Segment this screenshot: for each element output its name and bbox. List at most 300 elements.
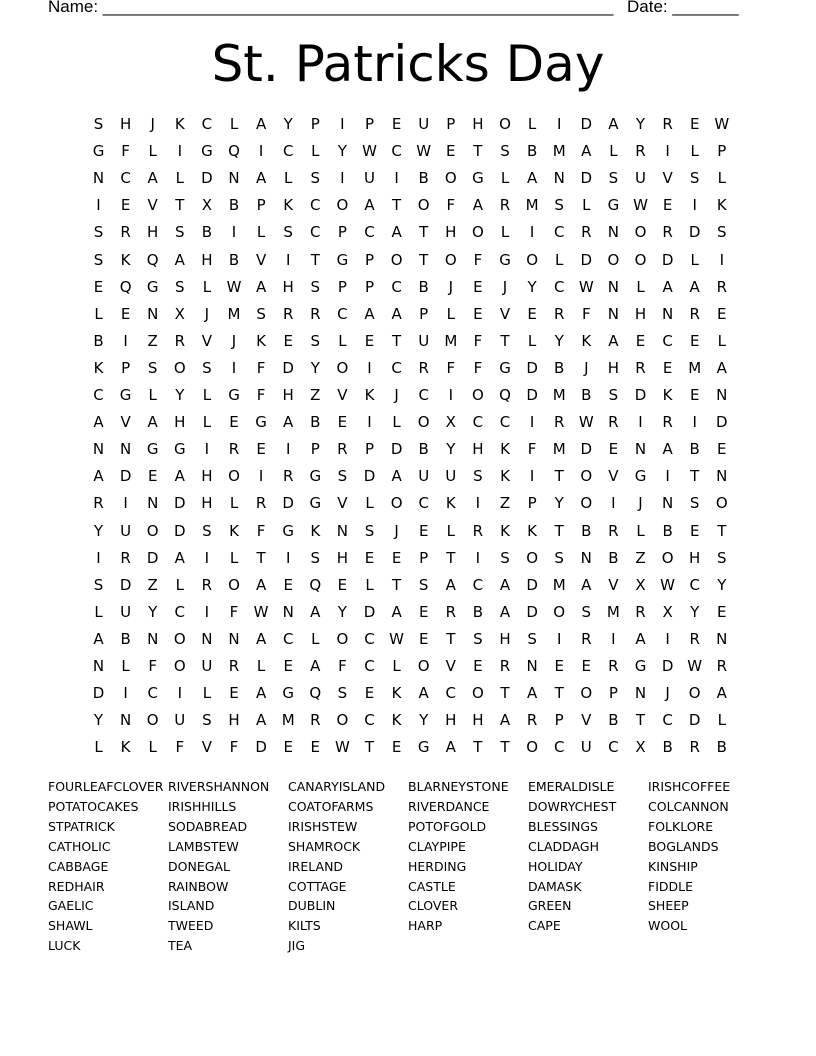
word-list-item: CLAYPIPE: [408, 838, 466, 854]
grid-letter: D: [661, 250, 674, 269]
grid-letter: D: [634, 386, 647, 404]
grid-letter: I: [285, 440, 291, 459]
grid-letter: L: [229, 494, 239, 513]
grid-letter: H: [201, 250, 213, 269]
grid-letter: K: [500, 467, 510, 486]
grid-letter: Y: [337, 142, 347, 161]
grid-letter: O: [471, 223, 484, 242]
grid-letter: V: [337, 494, 348, 513]
grid-row: [85, 656, 733, 683]
date-line: Date: _______: [627, 0, 739, 16]
grid-letter: S: [500, 548, 510, 567]
grid-letter: Y: [310, 358, 320, 377]
grid-letter: D: [282, 358, 294, 377]
grid-letter: E: [418, 629, 429, 648]
grid-letter: Y: [527, 277, 537, 296]
word-list-item: FIDDLE: [648, 878, 693, 894]
grid-letter: A: [174, 467, 185, 486]
grid-letter: D: [201, 169, 213, 188]
grid-letter: B: [418, 277, 429, 296]
word-list-item: COATOFARMS: [288, 798, 374, 814]
grid-letter: O: [526, 548, 538, 567]
grid-letter: L: [148, 142, 157, 161]
grid-letter: I: [231, 358, 237, 377]
grid-letter: H: [282, 386, 294, 404]
grid-letter: F: [256, 386, 266, 404]
grid-letter: B: [554, 358, 565, 377]
grid-letter: A: [499, 602, 511, 621]
grid-letter: A: [635, 629, 646, 648]
grid-letter: G: [282, 684, 294, 703]
grid-letter: E: [554, 657, 564, 675]
grid-letter: O: [336, 358, 349, 377]
grid-letter: N: [526, 657, 538, 675]
grid-letter: X: [174, 304, 185, 323]
grid-row: [85, 277, 733, 304]
grid-letter: A: [581, 575, 592, 594]
grid-letter: Q: [309, 684, 322, 703]
grid-letter: N: [336, 521, 348, 540]
grid-letter: O: [471, 684, 484, 703]
grid-letter: V: [662, 169, 673, 188]
grid-letter: G: [255, 413, 267, 432]
grid-letter: S: [554, 196, 564, 215]
grid-letter: T: [635, 711, 646, 730]
grid-letter: V: [201, 738, 213, 757]
grid-letter: A: [391, 223, 402, 242]
grid-letter: T: [500, 684, 510, 703]
grid-letter: C: [337, 304, 348, 323]
grid-letter: I: [611, 494, 616, 513]
grid-row: [85, 548, 733, 575]
grid-letter: G: [472, 169, 484, 188]
grid-letter: T: [554, 684, 564, 703]
grid-letter: L: [392, 413, 401, 432]
grid-letter: W: [253, 602, 269, 621]
grid-letter: A: [255, 711, 267, 730]
grid-letter: A: [581, 142, 592, 161]
grid-letter: C: [364, 223, 375, 242]
grid-letter: K: [120, 738, 131, 757]
grid-letter: P: [364, 115, 375, 133]
grid-letter: L: [500, 223, 510, 242]
grid-letter: H: [282, 277, 294, 296]
grid-letter: R: [581, 629, 592, 648]
grid-letter: O: [607, 250, 620, 269]
grid-letter: X: [445, 413, 456, 432]
grid-letter: Q: [309, 575, 322, 594]
grid-letter: W: [660, 575, 676, 594]
grid-letter: N: [553, 169, 565, 188]
word-list-item: LAMBSTEW: [168, 838, 239, 854]
word-list-item: JIG: [288, 938, 306, 954]
grid-letter: E: [283, 738, 293, 757]
grid-letter: R: [553, 413, 565, 432]
grid-letter: B: [716, 738, 727, 757]
grid-letter: R: [716, 657, 728, 675]
grid-letter: Y: [717, 575, 727, 594]
grid-letter: L: [94, 738, 103, 757]
grid-letter: E: [581, 657, 592, 675]
grid-letter: N: [92, 440, 105, 459]
grid-letter: C: [364, 657, 375, 675]
word-list-item: POTATOCAKES: [48, 798, 139, 814]
grid-letter: J: [584, 358, 589, 377]
grid-letter: W: [226, 277, 242, 296]
grid-letter: I: [529, 467, 535, 486]
grid-letter: D: [526, 575, 538, 594]
grid-letter: M: [688, 358, 702, 377]
grid-letter: P: [554, 711, 564, 730]
grid-letter: E: [689, 386, 700, 404]
grid-letter: L: [202, 386, 212, 404]
grid-letter: Z: [310, 386, 321, 404]
grid-letter: R: [689, 304, 700, 323]
grid-letter: W: [578, 413, 594, 432]
grid-letter: D: [174, 494, 186, 513]
grid-letter: S: [581, 602, 592, 621]
grid-letter: K: [93, 358, 104, 377]
grid-letter: I: [665, 142, 670, 161]
grid-letter: O: [390, 250, 403, 269]
grid-letter: R: [499, 657, 511, 675]
grid-letter: S: [202, 358, 212, 377]
grid-letter: D: [580, 440, 593, 459]
grid-letter: F: [229, 738, 239, 757]
grid-letter: L: [229, 548, 239, 567]
grid-letter: K: [364, 386, 375, 404]
grid-letter: F: [256, 358, 266, 377]
grid-letter: Y: [93, 521, 104, 540]
grid-letter: R: [662, 413, 673, 432]
grid-letter: A: [283, 413, 294, 432]
grid-letter: S: [527, 629, 537, 648]
grid-letter: L: [202, 413, 212, 432]
grid-letter: Y: [635, 115, 646, 133]
grid-letter: M: [281, 711, 295, 730]
grid-letter: I: [638, 413, 643, 432]
grid-letter: M: [606, 602, 620, 621]
grid-letter: E: [256, 440, 266, 459]
grid-letter: T: [500, 738, 510, 757]
grid-letter: E: [337, 413, 348, 432]
grid-letter: S: [283, 223, 293, 242]
grid-letter: I: [529, 413, 535, 432]
grid-letter: N: [607, 223, 619, 242]
grid-letter: O: [146, 521, 159, 540]
word-list-item: KILTS: [288, 918, 321, 934]
grid-letter: W: [578, 277, 594, 296]
grid-letter: L: [582, 196, 591, 215]
grid-letter: J: [394, 386, 399, 404]
grid-letter: I: [340, 115, 345, 133]
grid-letter: E: [310, 738, 321, 757]
grid-letter: B: [662, 738, 673, 757]
grid-letter: K: [391, 684, 402, 703]
grid-letter: L: [175, 169, 184, 188]
grid-letter: F: [175, 738, 185, 757]
grid-letter: B: [120, 629, 131, 648]
grid-letter: F: [473, 331, 483, 350]
grid-letter: U: [445, 467, 457, 486]
grid-letter: R: [608, 413, 619, 432]
grid-letter: A: [255, 684, 267, 703]
grid-letter: R: [445, 602, 457, 621]
grid-letter: V: [608, 467, 619, 486]
grid-letter: E: [689, 115, 700, 133]
grid-letter: G: [499, 250, 511, 269]
grid-letter: P: [364, 440, 375, 459]
grid-letter: A: [255, 169, 267, 188]
grid-letter: R: [120, 223, 131, 242]
grid-letter: I: [556, 115, 562, 133]
grid-letter: L: [148, 738, 157, 757]
grid-letter: E: [364, 548, 375, 567]
grid-letter: B: [581, 521, 592, 540]
grid-letter: G: [499, 358, 511, 377]
grid-letter: R: [201, 575, 213, 594]
grid-letter: M: [525, 196, 539, 215]
grid-letter: K: [283, 196, 294, 215]
grid-letter: O: [336, 711, 349, 730]
grid-letter: B: [310, 413, 321, 432]
grid-letter: R: [337, 440, 348, 459]
grid-letter: W: [334, 738, 350, 757]
grid-letter: C: [662, 331, 673, 350]
grid-letter: I: [340, 169, 345, 188]
grid-letter: U: [174, 711, 186, 730]
grid-letter: I: [556, 629, 562, 648]
word-list-item: POTOFGOLD: [408, 818, 487, 834]
grid-letter: T: [473, 142, 483, 161]
grid-letter: P: [419, 304, 429, 323]
grid-letter: G: [309, 467, 322, 486]
grid-letter: A: [147, 169, 158, 188]
grid-letter: W: [687, 657, 703, 675]
grid-letter: O: [228, 575, 240, 594]
grid-letter: T: [446, 548, 456, 567]
grid-letter: R: [581, 223, 592, 242]
grid-letter: E: [364, 684, 375, 703]
grid-letter: O: [417, 196, 430, 215]
grid-letter: S: [310, 169, 321, 188]
grid-letter: S: [175, 223, 185, 242]
grid-letter: A: [310, 657, 321, 675]
grid-letter: T: [392, 196, 402, 215]
grid-letter: I: [123, 331, 128, 350]
grid-letter: K: [527, 521, 538, 540]
word-list-item: HARP: [408, 918, 443, 934]
grid-letter: E: [717, 304, 727, 323]
word-list-item: COLCANNON: [648, 798, 729, 814]
header: [48, 0, 748, 19]
grid-letter: M: [444, 331, 458, 350]
grid-letter: L: [256, 223, 266, 242]
grid-letter: I: [692, 413, 697, 432]
grid-letter: R: [228, 440, 240, 459]
grid-letter: A: [472, 196, 484, 215]
grid-letter: R: [689, 629, 700, 648]
grid-letter: F: [473, 358, 483, 377]
grid-letter: T: [419, 250, 429, 269]
grid-letter: H: [201, 494, 213, 513]
grid-letter: B: [228, 250, 240, 269]
grid-letter: K: [120, 250, 131, 269]
grid-row: [85, 521, 733, 548]
grid-letter: I: [123, 684, 128, 703]
grid-letter: P: [419, 548, 429, 567]
word-list-item: GAELIC: [48, 898, 94, 914]
word-list-item: SHEEP: [648, 898, 689, 914]
grid-letter: N: [580, 548, 592, 567]
grid-letter: O: [499, 115, 511, 133]
grid-letter: L: [175, 575, 184, 594]
grid-letter: E: [120, 304, 131, 323]
grid-letter: I: [665, 467, 670, 486]
grid-letter: S: [689, 169, 700, 188]
grid-letter: H: [472, 115, 484, 133]
grid-row: [85, 385, 733, 412]
grid-letter: C: [282, 629, 294, 648]
grid-letter: O: [173, 629, 186, 648]
grid-letter: E: [418, 602, 429, 621]
grid-letter: L: [365, 494, 374, 513]
grid-letter: A: [255, 629, 267, 648]
word-list-item: DOWRYCHEST: [528, 798, 617, 814]
word-list-item: KINSHIP: [648, 858, 698, 874]
grid-letter: M: [552, 440, 566, 459]
grid-letter: O: [471, 386, 484, 404]
grid-letter: P: [364, 250, 375, 269]
word-list-item: HOLIDAY: [528, 858, 583, 874]
grid-letter: A: [716, 684, 727, 703]
grid-row: [85, 331, 733, 358]
grid-letter: C: [391, 358, 402, 377]
grid-letter: R: [662, 115, 673, 133]
grid-letter: U: [201, 657, 213, 675]
grid-letter: V: [255, 250, 267, 269]
grid-letter: N: [119, 711, 132, 730]
grid-letter: A: [391, 602, 402, 621]
grid-letter: L: [94, 304, 103, 323]
grid-letter: L: [636, 521, 645, 540]
grid-letter: D: [92, 684, 105, 703]
grid-letter: D: [363, 602, 376, 621]
grid-letter: T: [310, 250, 320, 269]
grid-letter: H: [174, 413, 186, 432]
grid-letter: I: [367, 413, 372, 432]
grid-letter: D: [363, 467, 376, 486]
grid-letter: S: [473, 467, 483, 486]
grid-letter: S: [473, 629, 483, 648]
grid-letter: I: [177, 684, 183, 703]
grid-letter: Z: [499, 494, 511, 513]
word-list-item: SHAMROCK: [288, 838, 361, 854]
grid-letter: C: [472, 413, 484, 432]
grid-letter: C: [445, 684, 457, 703]
grid-letter: R: [608, 521, 619, 540]
grid-letter: N: [607, 304, 619, 323]
grid-letter: E: [418, 521, 429, 540]
grid-letter: J: [502, 277, 508, 296]
grid-letter: D: [716, 413, 728, 432]
grid-letter: O: [634, 250, 647, 269]
grid-letter: T: [364, 738, 375, 757]
word-list-item: EMERALDISLE: [528, 779, 615, 794]
grid-letter: R: [689, 738, 700, 757]
grid-letter: T: [500, 331, 510, 350]
grid-letter: Z: [635, 548, 646, 567]
grid-letter: F: [148, 657, 157, 675]
grid-letter: Y: [419, 711, 429, 730]
grid-letter: J: [150, 115, 155, 133]
grid-letter: S: [93, 115, 104, 133]
grid-letter: S: [256, 304, 266, 323]
grid-letter: T: [256, 548, 266, 567]
grid-letter: L: [338, 331, 347, 350]
grid-row: [85, 358, 733, 385]
grid-letter: I: [475, 494, 481, 513]
grid-letter: I: [529, 223, 535, 242]
grid-letter: R: [93, 494, 104, 513]
grid-letter: L: [202, 277, 212, 296]
grid-letter: O: [661, 548, 674, 567]
grid-letter: K: [662, 386, 673, 404]
grid-letter: R: [228, 657, 240, 675]
grid-letter: Q: [499, 386, 511, 404]
grid-letter: A: [147, 413, 158, 432]
grid-letter: G: [282, 521, 294, 540]
grid-letter: V: [608, 575, 619, 594]
grid-letter: G: [92, 142, 105, 161]
grid-letter: C: [310, 196, 321, 215]
grid-letter: O: [580, 467, 593, 486]
grid-letter: E: [473, 657, 483, 675]
grid-letter: N: [147, 494, 159, 513]
grid-letter: K: [256, 331, 267, 350]
grid-letter: V: [581, 711, 592, 730]
grid-letter: A: [662, 277, 673, 296]
grid-letter: L: [446, 521, 455, 540]
grid-letter: Y: [690, 602, 700, 621]
word-list-item: DONEGAL: [168, 858, 230, 874]
grid-letter: F: [229, 602, 239, 621]
grid-letter: E: [635, 331, 646, 350]
grid-letter: I: [475, 548, 481, 567]
word-list-item: CAPE: [528, 918, 561, 934]
grid-letter: L: [311, 629, 320, 648]
grid-letter: O: [688, 684, 701, 703]
grid-letter: T: [717, 521, 727, 540]
grid-letter: G: [146, 277, 159, 296]
grid-letter: I: [611, 629, 616, 648]
grid-letter: D: [390, 440, 403, 459]
grid-letter: L: [148, 386, 157, 404]
grid-letter: D: [119, 467, 132, 486]
grid-letter: G: [119, 386, 132, 404]
grid-letter: B: [662, 521, 673, 540]
grid-letter: C: [93, 386, 104, 404]
grid-letter: K: [310, 521, 321, 540]
grid-letter: B: [228, 196, 240, 215]
grid-letter: U: [120, 521, 132, 540]
grid-letter: A: [364, 196, 375, 215]
grid-letter: E: [283, 575, 293, 594]
grid-letter: L: [202, 684, 212, 703]
grid-letter: F: [338, 657, 347, 675]
grid-letter: R: [174, 331, 186, 350]
grid-letter: V: [499, 304, 511, 323]
